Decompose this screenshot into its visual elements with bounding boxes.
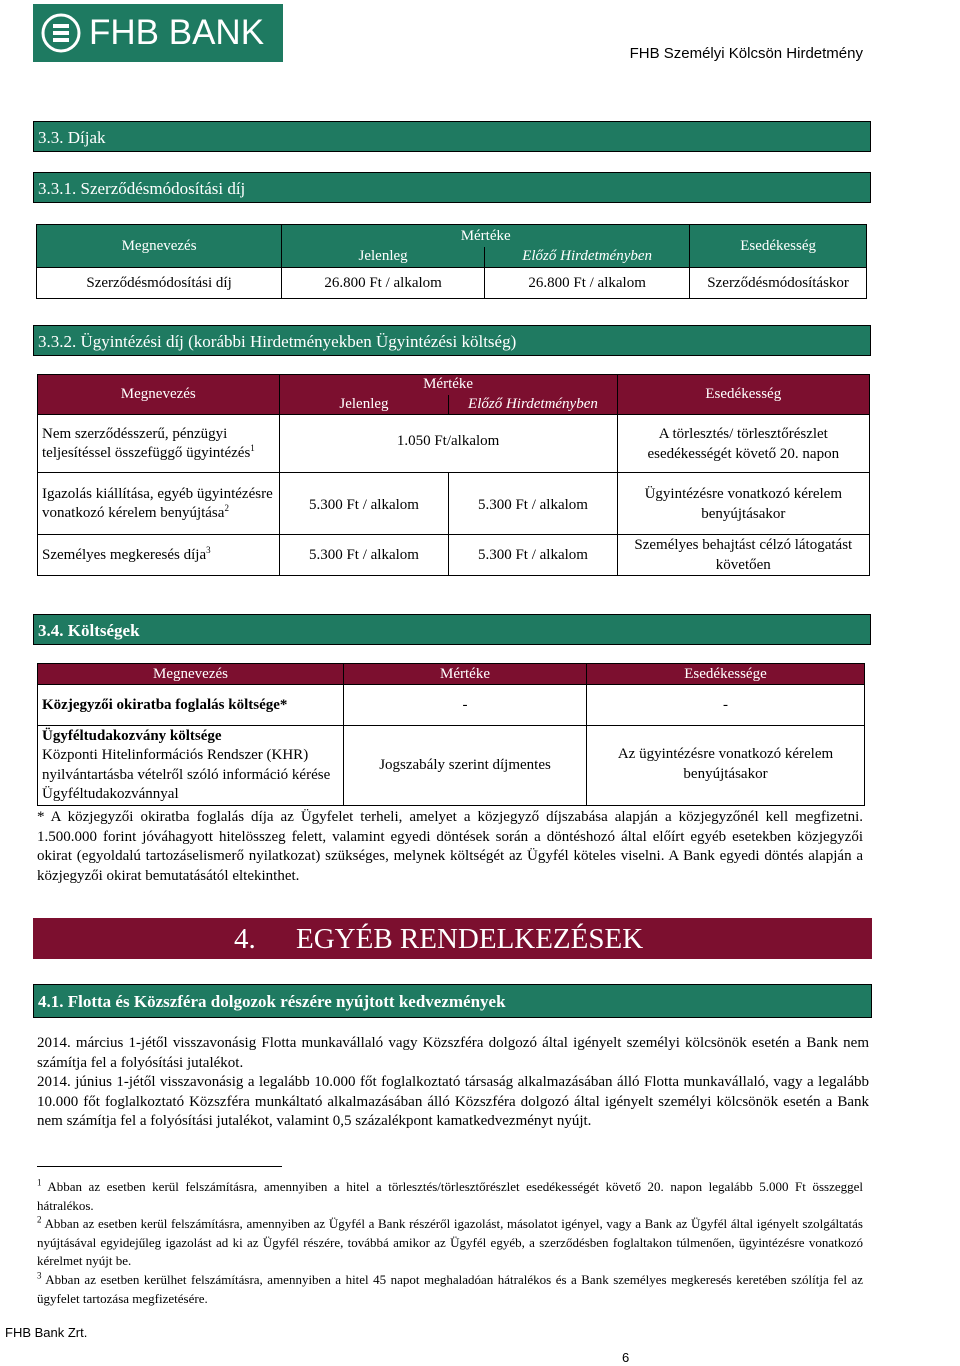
row-merged-amount: 1.050 Ft/alkalom [279, 415, 617, 473]
row-current: 5.300 Ft / alkalom [279, 535, 449, 576]
row-previous: 26.800 Ft / alkalom [485, 268, 690, 299]
col-header-amount: Mértéke [279, 375, 617, 395]
section-3-3-header [33, 121, 871, 152]
page-number: 6 [622, 1350, 630, 1365]
col-header-amount: Mértéke [282, 225, 690, 247]
chapter-4-header [33, 918, 872, 959]
row-previous: 5.300 Ft / alkalom [449, 473, 617, 535]
col-header-due: Esedékesség [690, 225, 867, 268]
row-due: Szerződésmódosításkor [690, 268, 867, 299]
table-row [38, 726, 865, 806]
table-row [38, 473, 870, 535]
col-header-name: Megnevezés [37, 225, 282, 268]
section-3-3-title: 3.3. Díjak [38, 128, 106, 147]
section-4-1-header [33, 984, 872, 1018]
row-current: 5.300 Ft / alkalom [279, 473, 449, 535]
section-3-3-2-header [33, 325, 871, 356]
fee-table-administration [37, 374, 870, 576]
row-name: Személyes megkeresés díja$^3$ [38, 535, 280, 576]
section-3-3-2-title: 3.3.2. Ügyintézési díj (korábbi Hirdetményekben Ügyintézési költség) [38, 332, 517, 351]
col-header-name: Megnevezés [38, 375, 280, 415]
section-3-3-1-title: 3.3.1. Szerződésmódosítási díj [38, 179, 246, 198]
row-name-bold: Ügyféltudakozvány költsége [42, 727, 222, 744]
fhb-logo-mark-icon [41, 13, 81, 53]
row-current: 26.800 Ft / alkalom [282, 268, 485, 299]
row-name: Igazolás kiállítása, egyéb ügyintézésre vonatkozó kérelem benyújtása$^2$ [38, 473, 280, 535]
row-due: Ügyintézésre vonatkozó kérelem benyújtásakor [617, 473, 869, 535]
notary-note: * A közjegyzői okiratba foglalás díja az Ügyfelet terheli, amelyet a közjegyző díjszabása alapján a közjegyzőnél kell megfizetni. 1.500.000 forint jóváhagyott hitelösszeg felett, valamint egyedi döntések során a döntéshozó által előírt egyéb esetekben közjegyzői okirat (egyoldalú tartozáselismerő nyilatkozat) szükséges, melynek költségét az Ügyfél köteles viselni. A Bank egyedi döntés alapján a közjegyzői okirat bemutatásától eltekinthet. [37, 809, 863, 884]
section-3-3-1-header [33, 172, 871, 203]
row-previous: 5.300 Ft / alkalom [449, 535, 617, 576]
row-due: Személyes behajtást célzó látogatást követően [617, 535, 869, 576]
row-amount: - [344, 685, 587, 726]
section-4-1-title: 4.1. Flotta és Közszféra dolgozok részére nyújtott kedvezmények [38, 992, 506, 1011]
row-due: Az ügyintézésre vonatkozó kérelem benyújtásakor [587, 726, 865, 806]
row-name: Nem szerződésszerű, pénzügyi teljesítéssel összefüggő ügyintézés$^1$ [38, 415, 280, 473]
row-amount: Jogszabály szerint díjmentes [344, 726, 587, 806]
section-3-4-title: 3.4. Költségek [38, 621, 140, 640]
row-due: - [587, 685, 865, 726]
document-title: FHB Személyi Kölcsön Hirdetmény [629, 45, 863, 62]
section-3-4-header [33, 614, 871, 645]
col-header-previous: Előző Hirdetményben [485, 247, 690, 268]
row-name: Közjegyzői okiratba foglalás költsége* [38, 685, 344, 726]
row-name-detail: Központi Hitelinformációs Rendszer (KHR) nyilvántartásba vételről szóló információ kérése Ügyféltudakozvánnyal [42, 747, 331, 802]
footer-company: FHB Bank Zrt. [5, 1325, 88, 1340]
row-due: A törlesztés/ törlesztőrészlet esedékességét követő 20. napon [617, 415, 869, 473]
paragraph-fleet-march: 2014. március 1-jétől visszavonásig Flotta munkavállaló vagy Közszféra dolgozó által igényelt személyi kölcsönök esetén a Bank nem számítja fel a folyósítási jutalékot. [37, 1035, 869, 1071]
row-name [38, 726, 344, 806]
footnote-1: $^1$ Abban az esetben kerül felszámításra, amennyiben a hitel a törlesztés/törlesztőrészlet esedékességét követő 20. napon legalább 5.000 Ft összeggel hátralékos. [37, 1177, 863, 1213]
fee-table-contract-modification [36, 224, 867, 299]
row-name: Szerződésmódosítási díj [37, 268, 282, 299]
col-header-current: Jelenleg [279, 395, 449, 415]
footnote-2: $^2$ Abban az esetben kerül felszámításra, amennyiben az Ügyfél a Bank részéről igazolást, másolatot igényel, vagy a Bank az Ügyfél által igényelt szolgáltatás nyújtásával egyidejűleg igazolást ad ki az Ügyfél részére, továbbá amikor az Ügyfél egyéb, a szerződésben foglaltakon túlmenően, ügyintézésre vonatkozó kérelmet nyújt be. [37, 1214, 863, 1268]
col-header-due: Esedékesség [617, 375, 869, 415]
cost-table [37, 663, 865, 806]
table-row [38, 685, 865, 726]
col-header-current: Jelenleg [282, 247, 485, 268]
fhb-logo [33, 4, 283, 62]
logo-text: FHB BANK [89, 13, 265, 52]
footnote-separator [37, 1166, 282, 1167]
footnote-3: $^3$ Abban az esetben kerülhet felszámításra, amennyiben a hitel 45 napot meghaladóan hátralékos és a Bank személyes megkeresés keretében szólítja fel az ügyfelet tartozása megfizetésére. [37, 1270, 863, 1306]
col-header-name: Megnevezés [38, 664, 344, 685]
table-row [38, 415, 870, 473]
col-header-previous: Előző Hirdetményben [449, 395, 617, 415]
col-header-due: Esedékessége [587, 664, 865, 685]
paragraph-fleet-june: 2014. június 1-jétől visszavonásig a legalább 10.000 főt foglalkoztató társaság alkalmazásában álló Flotta munkavállaló, vagy a legalább 10.000 főt foglalkoztató Közszféra munkáltató alkalmazásában álló Közszféra dolgozó által igényelt személyi kölcsönök esetén a Bank nem számítja fel a folyósítási jutalékot, valamint 0,5 százalékpont kamatkedvezményt nyújt. [37, 1074, 869, 1130]
col-header-amount: Mértéke [344, 664, 587, 685]
chapter-title: EGYÉB RENDELKEZÉSEK [296, 923, 644, 955]
table-row [38, 535, 870, 576]
chapter-number: 4. [234, 923, 256, 955]
